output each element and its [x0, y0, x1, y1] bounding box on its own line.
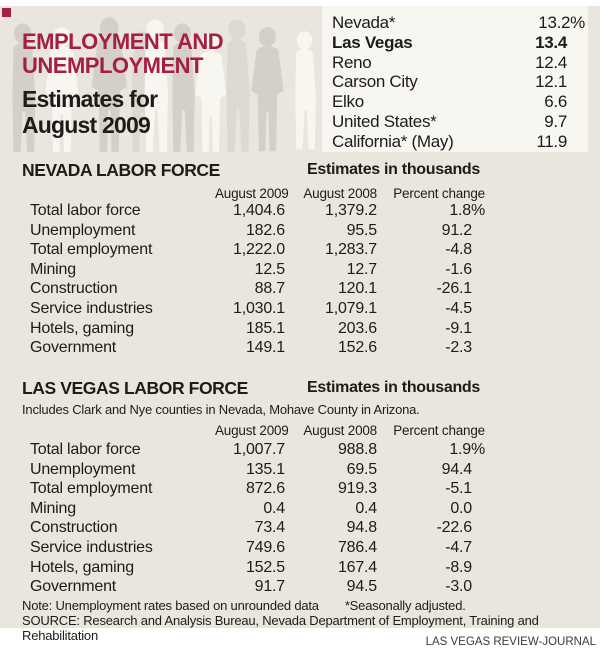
- value-aug2008: 120.1: [337, 280, 377, 298]
- value-aug2008: 94.5: [346, 578, 377, 596]
- value-percent-change: -2.3: [445, 339, 472, 357]
- value-percent-change: -3.0: [445, 578, 472, 596]
- value-percent-change: -4.7: [445, 538, 472, 556]
- las-vegas-table-rows: [22, 440, 492, 597]
- rate-row: [332, 13, 585, 33]
- footnote-line: [22, 598, 600, 613]
- row-label: Total employment: [30, 480, 153, 498]
- row-label: Total labor force: [30, 441, 141, 458]
- table-row: [22, 558, 492, 578]
- empty-header-cell: [22, 422, 215, 440]
- value-percent-change: 1.9%: [449, 441, 485, 458]
- nevada-table-rows: [22, 201, 492, 358]
- main-title-line2: UNEMPLOYMENT: [22, 52, 203, 78]
- table-row: [22, 338, 492, 358]
- table-row: [22, 299, 492, 319]
- value-aug2009: 185.1: [245, 319, 285, 337]
- rate-value: 12.4: [535, 52, 567, 72]
- value-percent-change: 1.8%: [449, 202, 485, 219]
- value-aug2009: 91.7: [254, 578, 285, 596]
- value-aug2009: 1,007.7: [233, 441, 285, 458]
- footnote-text: Note: Unemployment rates based on unrounded data: [22, 598, 319, 613]
- value-percent-change: 0.0: [450, 499, 472, 517]
- value-aug2009: 1,404.6: [233, 202, 285, 219]
- column-header-percent-change: Percent change: [393, 423, 485, 438]
- table-row: [22, 279, 492, 299]
- table-row: [22, 460, 492, 480]
- main-title-line1: EMPLOYMENT AND: [22, 29, 224, 54]
- las-vegas-labor-force-section: [0, 372, 600, 598]
- value-aug2008: 203.6: [337, 319, 377, 337]
- row-label: Government: [30, 578, 117, 596]
- row-label: Total employment: [30, 241, 153, 259]
- section-title: NEVADA LABOR FORCE: [22, 160, 220, 180]
- subtitle: [22, 86, 223, 138]
- rate-value: 11.9: [536, 131, 567, 151]
- value-aug2009: 12.5: [254, 260, 285, 278]
- rate-value: 13.2%: [538, 13, 585, 32]
- value-percent-change: -4.8: [445, 241, 472, 259]
- column-header-aug2009: August 2009: [215, 186, 289, 201]
- value-aug2008: 95.5: [346, 221, 377, 239]
- value-aug2008: 786.4: [337, 538, 377, 556]
- table-row: [22, 201, 492, 221]
- value-aug2009: 1,030.1: [233, 299, 285, 317]
- value-aug2009: 1,222.0: [233, 241, 285, 259]
- row-label: Service industries: [30, 299, 153, 317]
- section-title: LAS VEGAS LABOR FORCE: [22, 378, 248, 398]
- rate-row: [332, 53, 585, 73]
- table-row: [22, 538, 492, 558]
- unemployment-rates-panel: [322, 6, 588, 152]
- subtitle-line1: Estimates for: [22, 86, 158, 112]
- value-percent-change: -1.6: [445, 260, 472, 278]
- table-row: [22, 499, 492, 519]
- nevada-labor-force-section: [0, 158, 600, 372]
- rate-label: California* (May): [332, 131, 454, 151]
- column-header-percent-change: Percent change: [393, 186, 485, 201]
- row-label: Unemployment: [30, 460, 136, 478]
- value-aug2008: 94.8: [346, 519, 377, 537]
- publisher-credit: LAS VEGAS REVIEW-JOURNAL: [425, 636, 596, 648]
- row-label: Service industries: [30, 538, 153, 556]
- rate-label: Elko: [332, 92, 364, 112]
- value-aug2009: 182.6: [245, 221, 285, 239]
- column-headers: [22, 422, 492, 440]
- value-aug2008: 69.5: [346, 460, 377, 478]
- rate-label: Nevada*: [332, 13, 396, 32]
- column-header-aug2008: August 2008: [303, 186, 377, 201]
- main-title: [22, 30, 223, 77]
- table-row: [22, 260, 492, 280]
- value-aug2008: 988.8: [337, 441, 377, 458]
- row-label: Government: [30, 339, 117, 357]
- rate-row: [332, 132, 585, 152]
- table-row: [22, 518, 492, 538]
- value-percent-change: -26.1: [436, 280, 472, 298]
- value-aug2008: 12.7: [346, 260, 377, 278]
- value-percent-change: -8.9: [445, 558, 472, 576]
- value-aug2009: 88.7: [254, 280, 285, 298]
- row-label: Total labor force: [30, 202, 141, 219]
- table-row: [22, 319, 492, 339]
- value-aug2008: 1,379.2: [325, 202, 377, 219]
- rate-row: [332, 33, 585, 53]
- value-percent-change: 94.4: [441, 460, 472, 478]
- value-aug2009: 149.1: [245, 339, 285, 357]
- row-label: Construction: [30, 280, 118, 298]
- rate-value: 13.4: [535, 32, 567, 52]
- section-units-label: Estimates in thousands: [307, 379, 480, 396]
- section-units-label: Estimates in thousands: [307, 161, 480, 178]
- row-label: Mining: [30, 499, 76, 517]
- row-label: Hotels, gaming: [30, 558, 134, 576]
- table-row: [22, 240, 492, 260]
- table-row: [22, 221, 492, 241]
- value-aug2008: 0.4: [355, 499, 377, 517]
- value-aug2009: 0.4: [263, 499, 285, 517]
- table-row: [22, 479, 492, 499]
- value-percent-change: -5.1: [445, 480, 472, 498]
- seasonal-adjustment-note: *Seasonally adjusted.: [344, 598, 466, 613]
- value-percent-change: -22.6: [436, 519, 472, 537]
- column-header-aug2008: August 2008: [303, 423, 377, 438]
- value-aug2009: 73.4: [254, 519, 285, 537]
- rate-label: Reno: [332, 52, 372, 72]
- value-aug2009: 749.6: [245, 538, 285, 556]
- value-aug2008: 1,079.1: [325, 299, 377, 317]
- row-label: Mining: [30, 260, 76, 278]
- rate-row: [332, 72, 585, 92]
- value-percent-change: -9.1: [445, 319, 472, 337]
- value-percent-change: -4.5: [445, 299, 472, 317]
- rate-value: 6.6: [544, 92, 567, 112]
- value-aug2009: 135.1: [245, 460, 285, 478]
- source-line: SOURCE: Research and Analysis Bureau, Nevada Department of Employment, Training and Rehabilitation: [22, 613, 539, 643]
- value-aug2009: 152.5: [245, 558, 285, 576]
- subtitle-line2: August 2009: [22, 112, 150, 138]
- value-aug2008: 919.3: [337, 480, 377, 498]
- value-aug2009: 872.6: [245, 480, 285, 498]
- red-corner-mark: [2, 8, 11, 17]
- column-header-aug2009: August 2009: [215, 423, 289, 438]
- value-aug2008: 167.4: [337, 558, 377, 576]
- row-label: Hotels, gaming: [30, 319, 134, 337]
- value-percent-change: 91.2: [441, 221, 472, 239]
- rate-label: Las Vegas: [332, 32, 413, 52]
- rate-label: Carson City: [332, 72, 418, 92]
- rate-row: [332, 112, 585, 132]
- table-row: [22, 577, 492, 597]
- row-label: Unemployment: [30, 221, 136, 239]
- rate-value: 12.1: [535, 72, 567, 92]
- title-block: [22, 30, 223, 138]
- section-note: Includes Clark and Nye counties in Nevada, Mohave County in Arizona.: [22, 402, 420, 417]
- row-label: Construction: [30, 519, 118, 537]
- value-aug2008: 152.6: [337, 339, 377, 357]
- rate-label: United States*: [332, 111, 437, 131]
- table-row: [22, 440, 492, 460]
- rate-row: [332, 92, 585, 112]
- value-aug2008: 1,283.7: [325, 241, 377, 259]
- rate-value: 9.7: [544, 111, 567, 131]
